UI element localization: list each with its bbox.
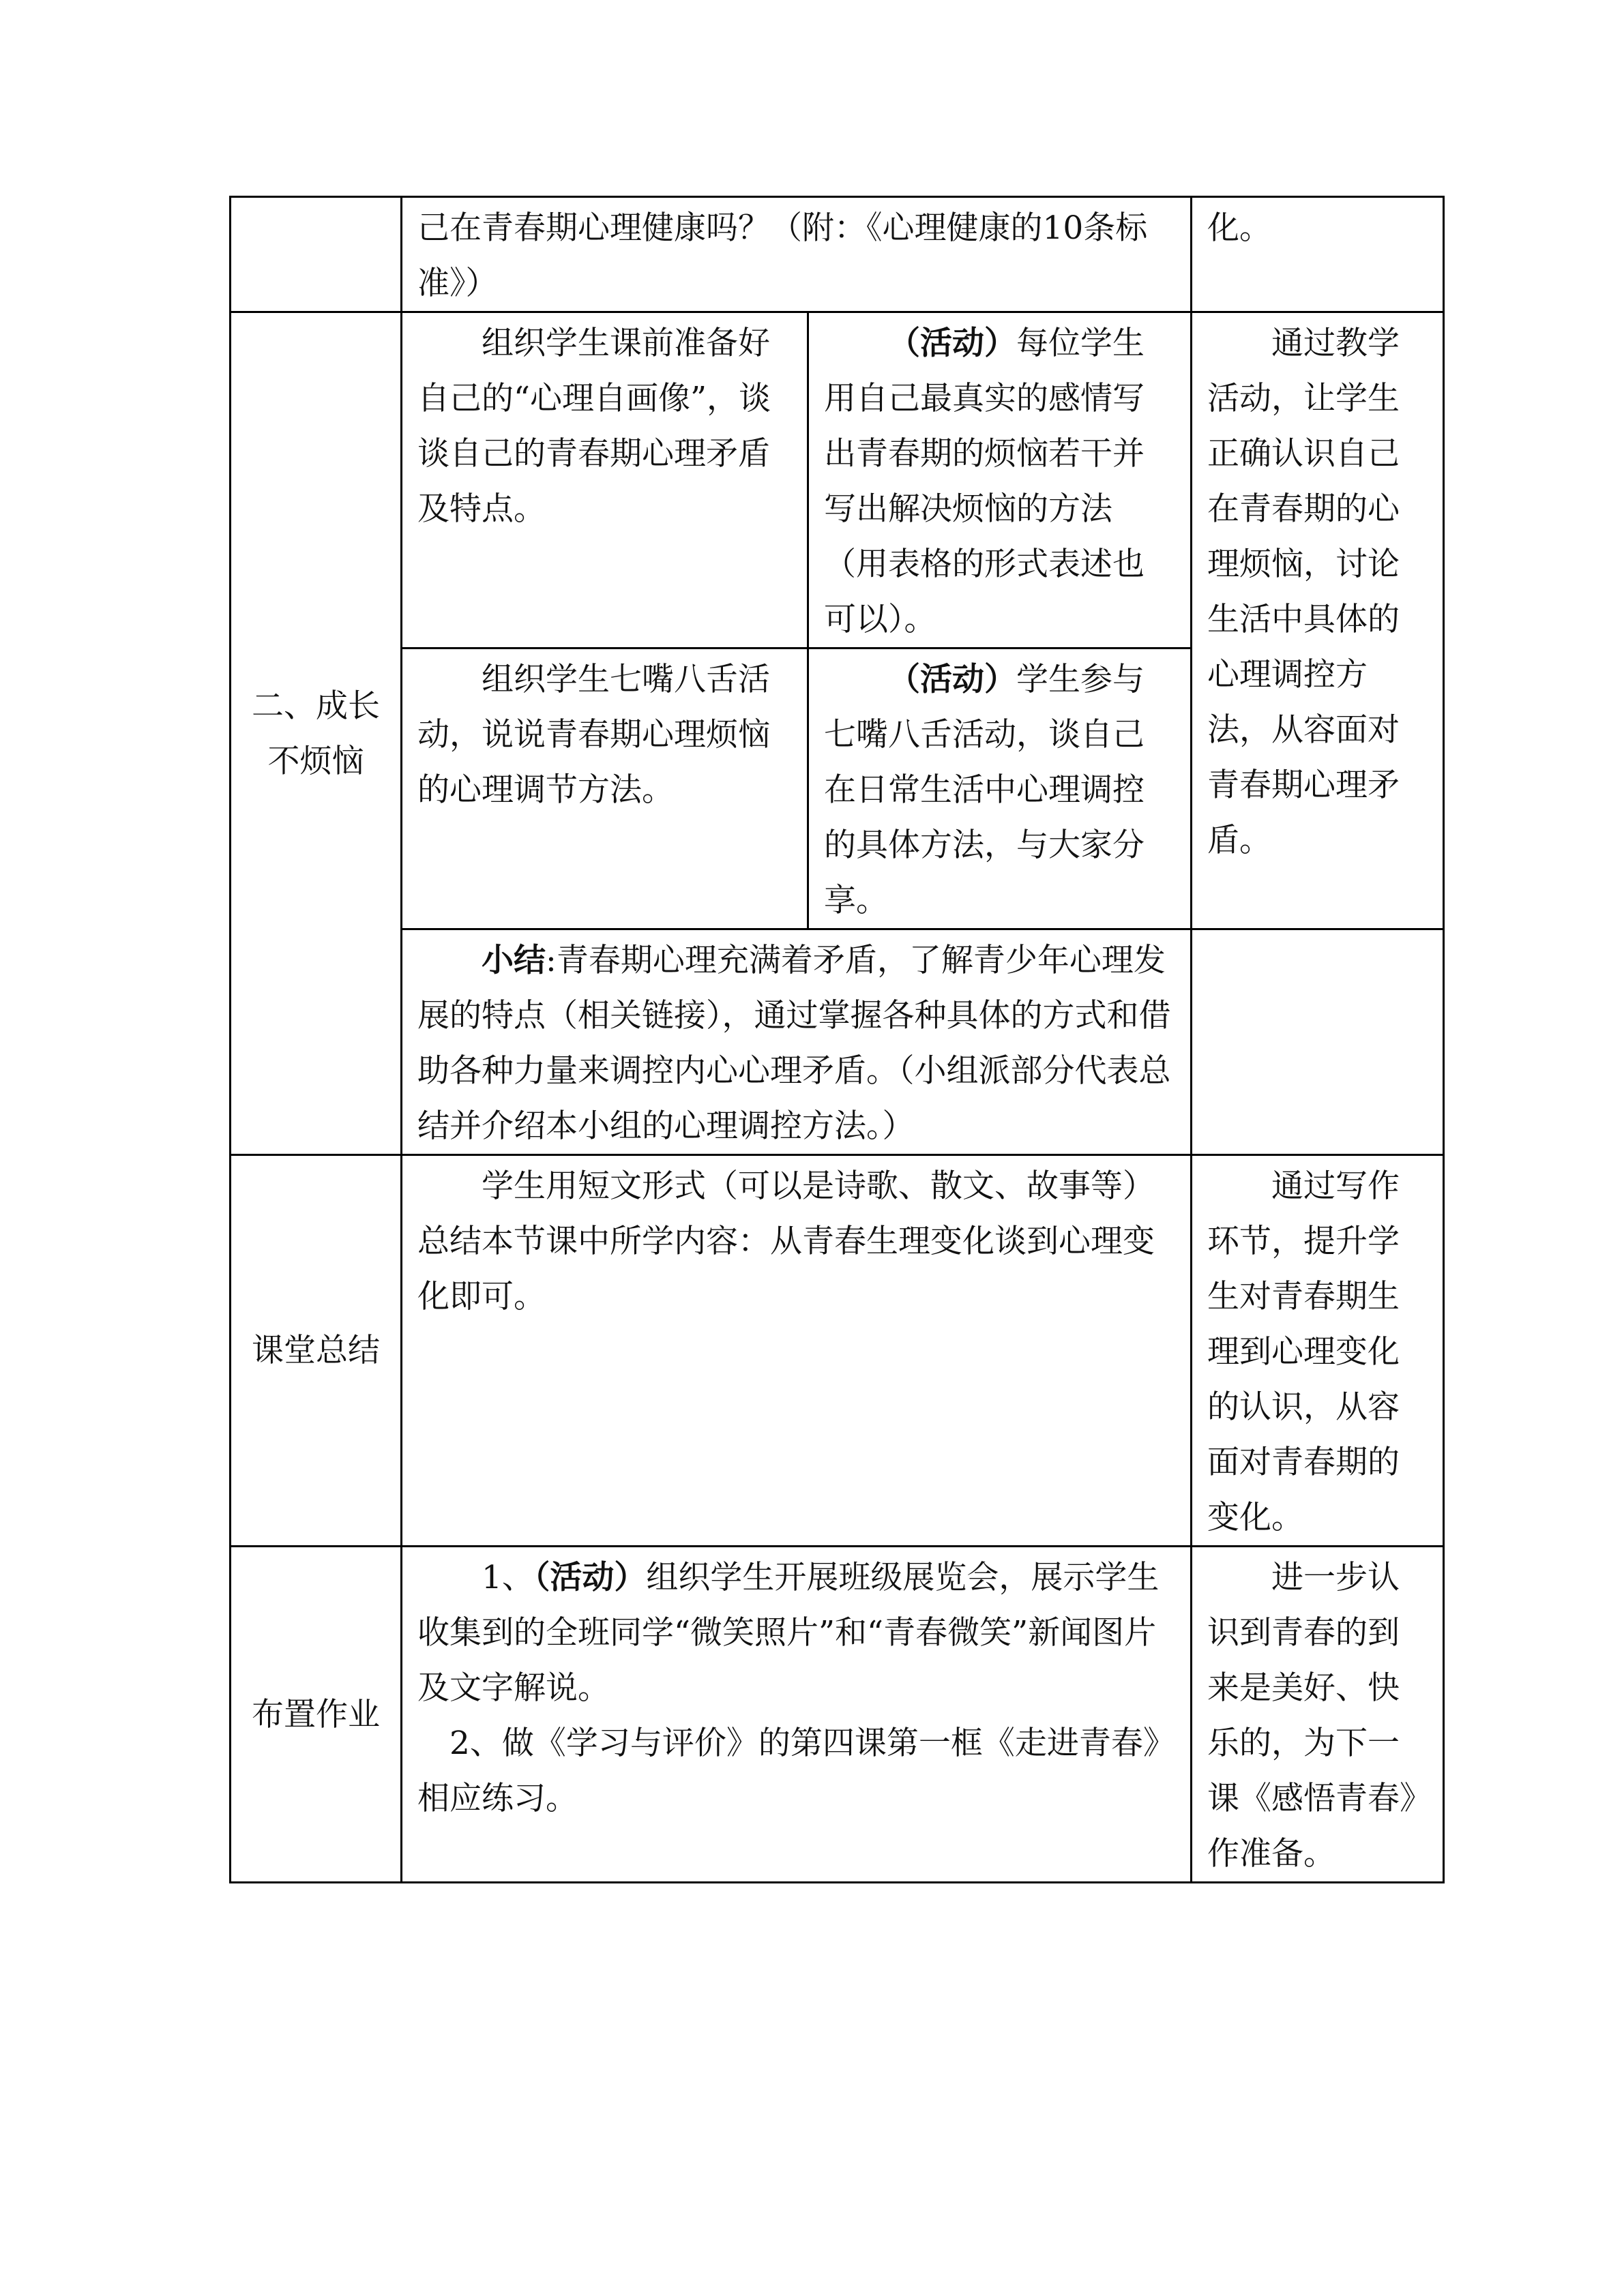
student-activity-cell [808,648,1192,929]
stage-label: 二、成长不烦恼 [252,687,380,780]
intent-cell [1192,197,1444,312]
teacher-activity-text: 组织学生七嘴八舌活动，说说青春期心理烦恼的心理调节方法。 [417,661,770,809]
teacher-activity-text: 组织学生课前准备好自己的“心理自画像”，谈谈自己的青春期心理矛盾及特点。 [417,325,771,528]
stage-cell [231,197,402,312]
intent-cell [1192,312,1444,929]
table-row [231,1155,1444,1547]
table-row [231,929,1444,1155]
table-row [231,312,1444,648]
intent-text: 进一步认识到青春的到来是美好、快乐的，为下一课《感悟青春》作准备。 [1207,1559,1416,1873]
table-row [231,197,1444,312]
teacher-activity-cell [402,312,808,648]
intent-cell [1192,1155,1444,1547]
student-activity-cell [808,312,1192,648]
activity-tag: （活动） [533,1559,647,1596]
activity-tag: （活动） [888,325,1016,362]
intent-cell [1192,1547,1444,1883]
homework-item-text: 2、做《学习与评价》的第四课第一框《走进青春》相应练习。 [417,1725,1175,1817]
activity-tag: （活动） [888,661,1016,698]
stage-cell [231,312,402,1155]
content-cell [402,197,1192,312]
content-cell [402,1155,1192,1547]
summary-tag: 小结 [482,942,546,979]
table-row [231,1547,1444,1883]
stage-label: 布置作业 [252,1695,380,1733]
content-text: 学生用短文形式（可以是诗歌、散文、故事等）总结本节课中所学内容：从青春生理变化谈到心理变化即可。 [417,1167,1155,1315]
homework-item-number: 1、 [482,1559,534,1596]
content-text: 己在青春期心理健康吗？（附：《心理健康的10条标准》） [417,209,1148,302]
intent-text: 通过写作环节，提升学生对青春期生理到心理变化的认识，从容面对青春期的变化。 [1207,1167,1400,1536]
teacher-activity-cell [402,648,808,929]
summary-text: :青春期心理充满着矛盾，了解青少年心理发展的特点（相关链接），通过掌握各种具体的方式和借助各种力量来调控内心心理矛盾。（小组派部分代表总结并介绍本小组的心理调控方法。） [417,942,1171,1145]
student-activity-text: 每位学生用自己最真实的感情写出青春期的烦恼若干并写出解决烦恼的方法（用表格的形式表述也可以）。 [824,325,1145,638]
intent-text: 通过教学活动，让学生正确认识自己在青春期的心理烦恼，讨论生活中具体的心理调控方法，从容面对青春期心理矛盾。 [1207,325,1400,859]
content-cell [402,1547,1192,1883]
lesson-plan-table [229,196,1445,1883]
stage-cell [231,1155,402,1547]
homework-item-text: 组织学生开展班级展览会，展示学生收集到的全班同学“微笑照片”和“青春微笑”新闻图片及文字解说。 [417,1559,1160,1707]
stage-label: 课堂总结 [252,1332,380,1369]
intent-cell [1192,929,1444,1155]
student-activity-text: 学生参与七嘴八舌活动，谈自己在日常生活中心理调控的具体方法，与大家分享。 [824,661,1145,919]
stage-cell [231,1547,402,1883]
intent-text: 化。 [1207,209,1271,247]
summary-cell [402,929,1192,1155]
